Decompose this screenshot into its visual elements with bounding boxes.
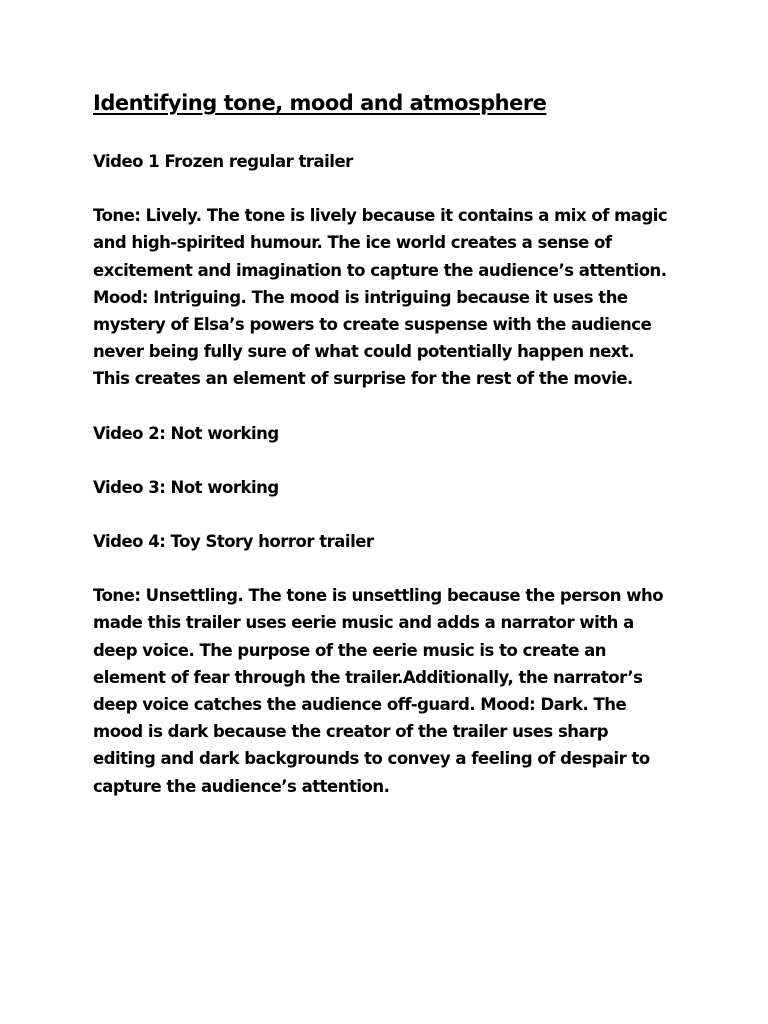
video1-heading: Video 1 Frozen regular trailer: [93, 152, 353, 171]
document-body: [93, 88, 668, 827]
video1-analysis: Tone: Lively. The tone is lively because it contains a mix of magic and high-spirited humour. The ice world creates a sense of excitement and imagination to capture the audience’s attention. Mood: Intriguing. The mood is intriguing because it uses the mystery of Elsa’s powers to create suspense with the audience never being fully sure of what could potentially happen next. This creates an element of surprise for the rest of the movie.: [93, 206, 668, 389]
video4-heading: Video 4: Toy Story horror trailer: [93, 532, 374, 552]
video2-heading: Video 2: Not working: [93, 423, 279, 443]
document-title: Identifying tone, mood and atmosphere: [93, 91, 547, 115]
video3-heading: Video 3: Not working: [93, 477, 279, 497]
video4-analysis: Tone: Unsettling. The tone is unsettling because the person who made this trailer uses eerie music and adds a narrator with a deep voice. The purpose of the eerie music is to create an element of fear through the trailer.Additionally, the narrator’s deep voice catches the audience off-guard. Mood: Dark. The mood is dark because the creator of the trailer uses sharp editing and dark backgrounds to convey a feeling of despair to capture the audience’s attention.: [93, 586, 664, 796]
